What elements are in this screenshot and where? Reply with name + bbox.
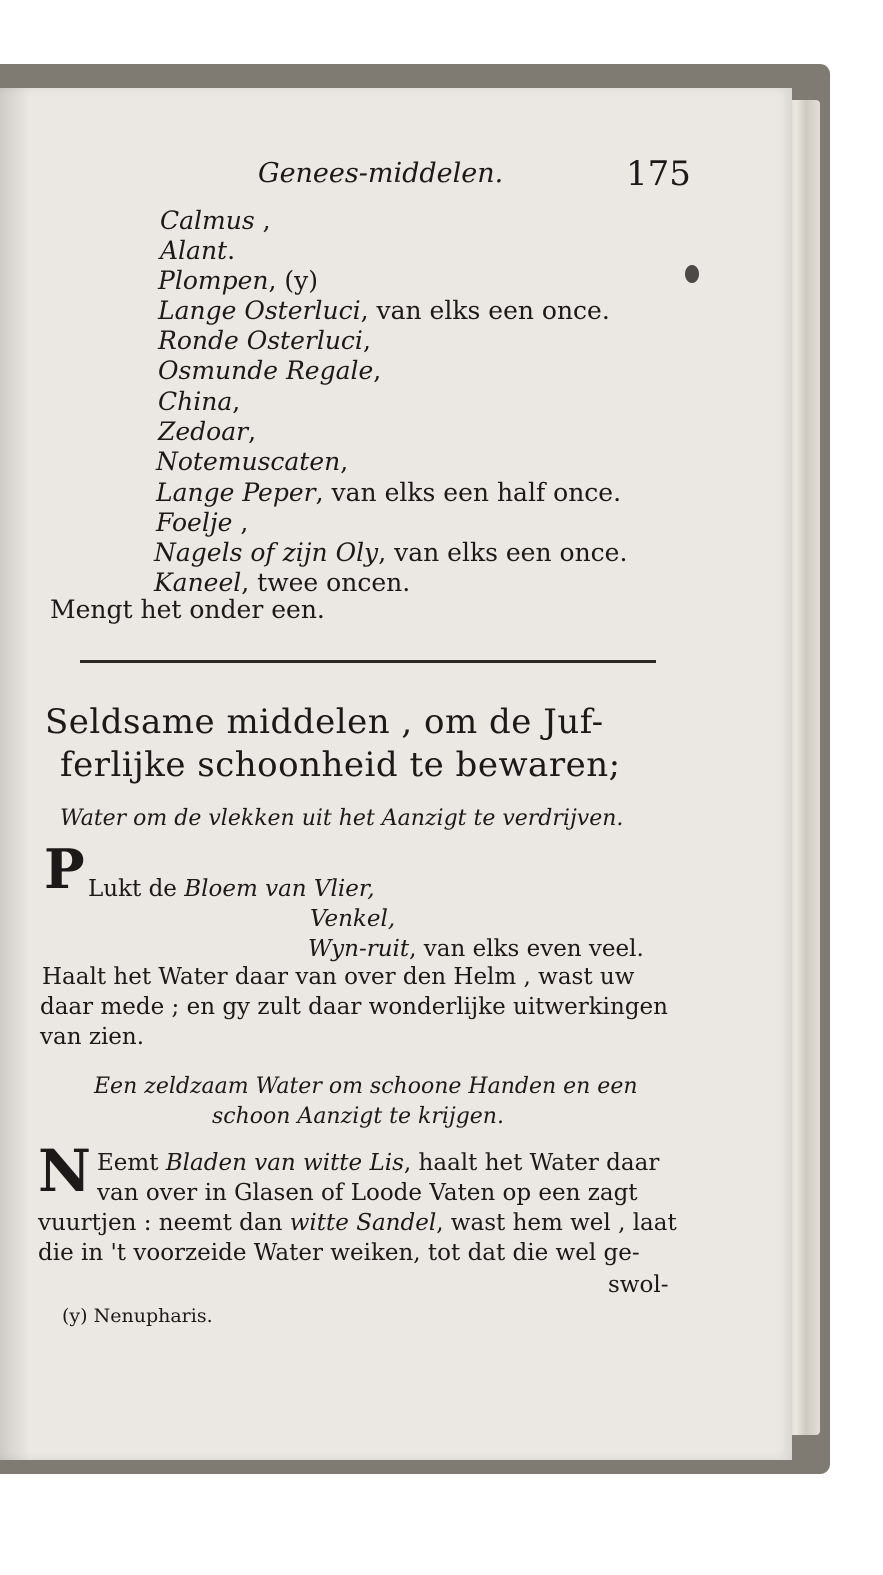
- list-item: China,: [158, 387, 241, 416]
- footnote: (y) Nenupharis.: [62, 1305, 213, 1327]
- ink-speck: [685, 265, 699, 283]
- spine-shadow: [0, 88, 30, 1460]
- recipe-1-body-line: Haalt het Water daar van over den Helm , wast uw: [42, 964, 635, 990]
- list-item: Osmunde Regale,: [158, 356, 382, 385]
- drop-cap-p: P: [44, 837, 85, 901]
- list-item: Kaneel, twee oncen.: [154, 568, 411, 597]
- list-item: Nagels of zijn Oly, van elks een once.: [154, 538, 628, 567]
- list-item: Notemuscaten,: [156, 447, 349, 476]
- recipe-1-body-line: daar mede ; en gy zult daar wonderlijke uitwerkingen: [40, 994, 668, 1020]
- running-head: Genees-middelen.: [258, 158, 504, 189]
- list-item: Lange Peper, van elks een half once.: [156, 478, 622, 507]
- section-heading-line-2: ferlijke schoonheid te bewaren;: [60, 745, 621, 785]
- recipe-2-title-line-1: Een zeldzaam Water om schoone Handen en een: [94, 1074, 638, 1099]
- recipe-2-line-1: Eemt Bladen van witte Lis, haalt het Water daar: [97, 1150, 660, 1176]
- list-item: Zedoar,: [158, 417, 257, 446]
- recipe-2-line-2: van over in Glasen of Loode Vaten op een zagt: [97, 1180, 638, 1206]
- recipe-2-line-4: die in 't voorzeide Water weiken, tot dat die wel ge-: [38, 1240, 640, 1266]
- list-item: Ronde Osterluci,: [158, 326, 371, 355]
- recipe-1-body-line: van zien.: [40, 1024, 145, 1050]
- recipe-1-title: Water om de vlekken uit het Aanzigt te verdrijven.: [60, 806, 624, 831]
- recipe-1-line-3: Wyn-ruit, van elks even veel.: [308, 936, 644, 962]
- list-item: Alant.: [160, 236, 236, 265]
- recipe-1-line-2: Venkel,: [310, 906, 396, 932]
- section-heading-line-1: Seldsame middelen , om de Juf-: [45, 702, 604, 742]
- section-divider: [80, 660, 656, 663]
- recipe-1-line-1: Lukt de Bloem van Vlier,: [88, 876, 375, 902]
- catchword: swol-: [608, 1272, 669, 1298]
- mix-instruction: Mengt het onder een.: [50, 595, 325, 624]
- list-item: Lange Osterluci, van elks een once.: [158, 296, 610, 325]
- page-number: 175: [626, 154, 691, 194]
- list-item: Foelje ,: [156, 508, 249, 537]
- recipe-2-title-line-2: schoon Aanzigt te krijgen.: [212, 1104, 504, 1129]
- list-item: Plompen, (y): [158, 266, 319, 295]
- drop-cap-n: N: [38, 1137, 92, 1205]
- recipe-2-line-3: vuurtjen : neemt dan witte Sandel, wast hem wel , laat: [38, 1210, 677, 1236]
- list-item: Calmus ,: [160, 206, 271, 235]
